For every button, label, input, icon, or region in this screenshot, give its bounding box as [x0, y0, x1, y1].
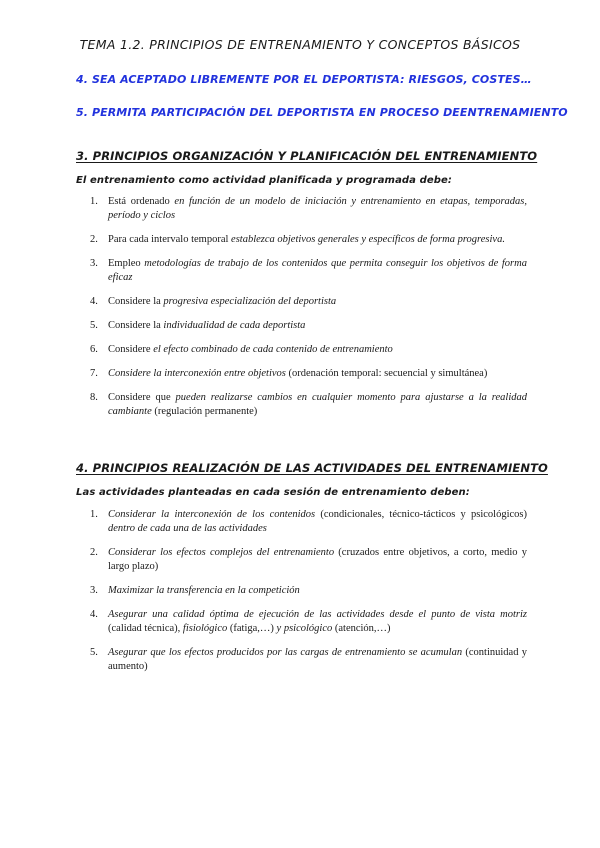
list-item-text: (cruzados entre objetivos, a corto, medio y largo plazo) [108, 547, 527, 572]
list-item [76, 195, 527, 223]
list-item [76, 508, 527, 536]
list-item-text: Está ordenado [108, 196, 175, 207]
list-item-text: Considerar los efectos complejos del entrenamiento [108, 547, 335, 558]
list-item-text: (atención,…) [332, 623, 391, 634]
list-item-text: Asegurar una calidad óptima de ejecución de las actividades desde el punto de vista motriz [108, 609, 527, 620]
list-item-number: 4. [90, 609, 98, 620]
list-item [76, 584, 527, 598]
ordered-list [76, 195, 527, 419]
list-item-text: Asegurar que los efectos producidos por las cargas de entrenamiento se acumulan [108, 647, 463, 658]
list-item-text: (continuidad y aumento) [108, 647, 527, 672]
list-item-text: Considere que [108, 392, 176, 403]
list-item-number: 3. [90, 258, 98, 269]
section-heading: 4. PRINCIPIOS REALIZACIÓN DE LAS ACTIVIDADES DEL ENTRENAMIENTO [76, 461, 548, 475]
section-heading: 3. PRINCIPIOS ORGANIZACIÓN Y PLANIFICACIÓN DEL ENTRENAMIENTO [76, 149, 538, 163]
list-item-number: 7. [90, 368, 98, 379]
list-item-number: 4. [90, 296, 98, 307]
list-item-text: dentro de cada una de las actividades [108, 523, 267, 534]
list-item-text: (calidad técnica), [108, 623, 183, 634]
list-item-number: 3. [90, 585, 98, 596]
list-item-text: Maximizar la transferencia en la competición [108, 585, 300, 596]
list-item-text: progresiva especialización del deportista [163, 296, 337, 307]
list-item-text: Considere [108, 344, 154, 355]
list-item [76, 343, 527, 357]
list-item-number: 1. [90, 509, 98, 520]
section-subheading: El entrenamiento como actividad planificada y programada debe: [76, 175, 452, 186]
list-item-text: metodologías de trabajo de los contenidos que permita conseguir los objetivos de forma eficaz [108, 258, 527, 283]
list-item-text: Considere la [108, 296, 164, 307]
list-item-text: en función de un modelo de iniciación y entrenamiento en etapas, temporadas, período y ciclos [108, 196, 527, 221]
list-item-text: Considerar la interconexión de los contenidos [108, 509, 316, 520]
list-item-text: el efecto combinado de cada contenido de entrenamiento [153, 344, 393, 355]
list-item-text: (fatiga,…) [227, 623, 277, 634]
list-item-text: (ordenación temporal: secuencial y simultánea) [285, 368, 488, 379]
list-item-number: 5. [90, 320, 98, 331]
section-subheading: Las actividades planteadas en cada sesión de entrenamiento deben: [76, 487, 470, 498]
list-item-text: fisiológico [182, 623, 228, 634]
list-item [76, 319, 527, 333]
ordered-list [76, 508, 527, 674]
list-item-number: 6. [90, 344, 98, 355]
list-item-number: 5. [90, 647, 98, 658]
list-item-text: pueden realizarse cambios en cualquier momento para ajustarse a la realidad cambiante [108, 392, 527, 417]
list-item-text: Considere la interconexión entre objetivos [108, 368, 286, 379]
intro-line: 4. SEA ACEPTADO LIBREMENTE POR EL DEPORTISTA: RIESGOS, COSTES… [76, 73, 532, 86]
list-item [76, 367, 527, 381]
list-item [76, 257, 527, 285]
list-item-text: (regulación permanente) [151, 406, 258, 417]
list-item-text: (condicionales, técnico-tácticos y psicológicos) [315, 509, 527, 520]
list-item-text: Considere la [108, 320, 164, 331]
intro-line: 5. PERMITA PARTICIPACIÓN DEL DEPORTISTA EN PROCESO DEENTRENAMIENTO [76, 106, 568, 119]
list-item-number: 2. [90, 547, 98, 558]
list-item-text: individualidad de cada deportista [163, 320, 306, 331]
page-title: TEMA 1.2. PRINCIPIOS DE ENTRENAMIENTO Y CONCEPTOS BÁSICOS [79, 37, 521, 52]
list-item-text: y psicológico [276, 623, 333, 634]
list-item [76, 546, 527, 574]
list-item-number: 1. [90, 196, 98, 207]
list-item-number: 2. [90, 234, 98, 245]
list-item [76, 295, 527, 309]
list-item-text: establezca objetivos generales y específicos de forma progresiva. [231, 234, 505, 245]
list-item [76, 391, 527, 419]
list-item-number: 8. [90, 392, 98, 403]
list-item [76, 608, 527, 636]
list-item-text: Para cada intervalo temporal [108, 234, 232, 245]
list-item [76, 233, 527, 247]
list-item-text: Empleo [108, 258, 145, 269]
list-item [76, 646, 527, 674]
